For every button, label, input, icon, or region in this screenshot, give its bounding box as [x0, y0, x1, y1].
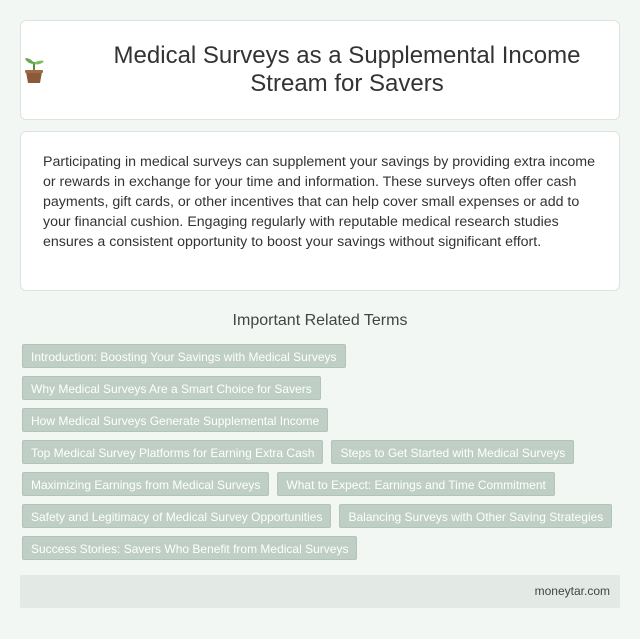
footer-site-link[interactable]: moneytar.com	[534, 584, 610, 598]
term-tag[interactable]: What to Expect: Earnings and Time Commitment	[277, 472, 554, 496]
term-tag[interactable]: Why Medical Surveys Are a Smart Choice for Savers	[22, 376, 321, 400]
related-terms-list	[22, 344, 622, 568]
seedling-icon	[21, 55, 47, 85]
term-tag[interactable]: Top Medical Survey Platforms for Earning Extra Cash	[22, 440, 323, 464]
term-row	[22, 376, 622, 400]
term-row	[22, 344, 622, 368]
title-card	[20, 20, 620, 120]
term-tag[interactable]: Maximizing Earnings from Medical Surveys	[22, 472, 269, 496]
footer	[20, 575, 620, 608]
title-wrap	[21, 42, 619, 98]
term-tag[interactable]: How Medical Surveys Generate Supplemental Income	[22, 408, 328, 432]
term-tag[interactable]: Steps to Get Started with Medical Surveys	[331, 440, 574, 464]
term-row	[22, 440, 622, 464]
term-tag[interactable]: Balancing Surveys with Other Saving Strategies	[339, 504, 612, 528]
term-row	[22, 504, 622, 528]
term-row	[22, 536, 622, 560]
term-tag[interactable]: Safety and Legitimacy of Medical Survey Opportunities	[22, 504, 331, 528]
term-row	[22, 408, 622, 432]
description-card	[20, 131, 620, 291]
term-tag[interactable]: Introduction: Boosting Your Savings with Medical Surveys	[22, 344, 346, 368]
term-row	[22, 472, 622, 496]
page-title: Medical Surveys as a Supplemental Income Stream for Savers	[113, 42, 581, 97]
description-text: Participating in medical surveys can supplement your savings by providing extra income or rewards in exchange for your time and information. These surveys often offer cash payments, gift cards, or other incentives that can help cover small expenses or add to your financial cushion. Engaging regularly with reputable medical research studies ensures a consistent opportunity to boost your savings without significant effort.	[43, 154, 596, 250]
related-terms-heading: Important Related Terms	[232, 312, 408, 329]
term-tag[interactable]: Success Stories: Savers Who Benefit from Medical Surveys	[22, 536, 357, 560]
